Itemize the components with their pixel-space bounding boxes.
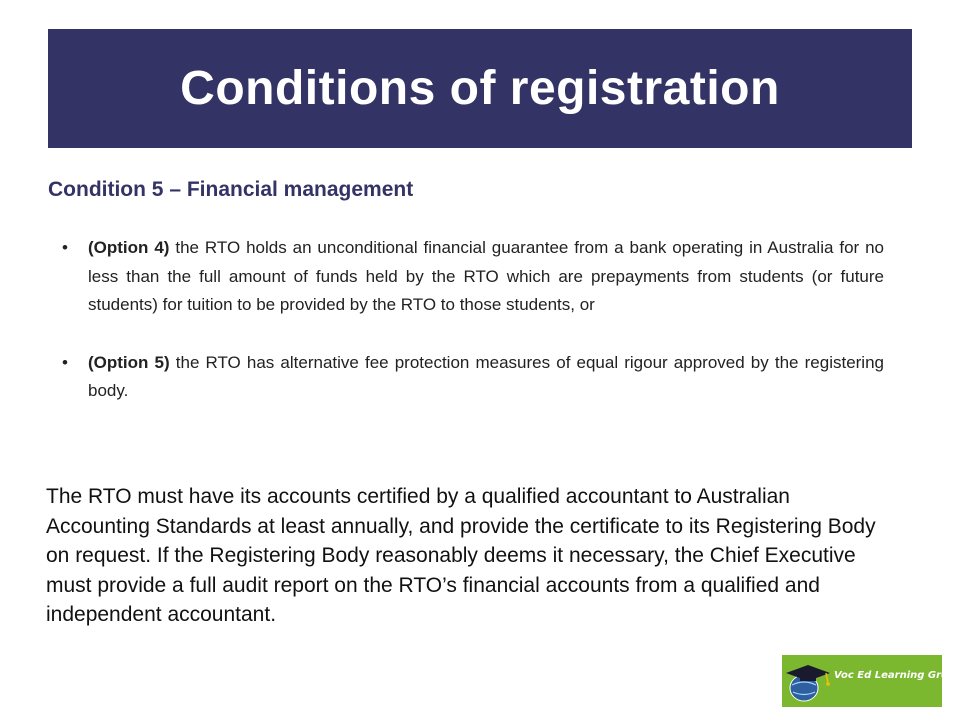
body-paragraph: The RTO must have its accounts certified by a qualified accountant to Australian Accounting Standards at least annually, and provide the certificate to its Registering Body on request. If the Registering Body reasonably deems it necessary, the Chief Executive must provide a full audit report on the RTO’s financial accounts from a qualified and independent accountant. bbox=[46, 485, 876, 626]
option-label: (Option 5) bbox=[88, 352, 170, 372]
section-subtitle: Condition 5 – Financial management bbox=[48, 178, 414, 201]
bullet-icon: • bbox=[62, 238, 68, 257]
bullet-icon: • bbox=[62, 352, 68, 372]
options-list bbox=[62, 234, 884, 406]
option-label: (Option 4) bbox=[88, 238, 170, 257]
title-banner bbox=[48, 29, 912, 148]
logo-text: Voc Ed Learning Group bbox=[834, 670, 962, 681]
option-text: the RTO holds an unconditional financial guarantee from a bank operating in Australia for no less than the full amount of funds held by the RTO which are prepayments from students (or future students) for tuition to be provided by the RTO to those students, or bbox=[88, 238, 884, 314]
company-logo bbox=[782, 655, 962, 707]
list-item-option-5 bbox=[62, 349, 884, 406]
page-title: Conditions of registration bbox=[180, 62, 780, 115]
list-item-option-4 bbox=[62, 234, 884, 320]
graduation-cap-globe-icon bbox=[782, 655, 842, 707]
option-text: the RTO has alternative fee protection measures of equal rigour approved by the registering body. bbox=[88, 352, 884, 400]
